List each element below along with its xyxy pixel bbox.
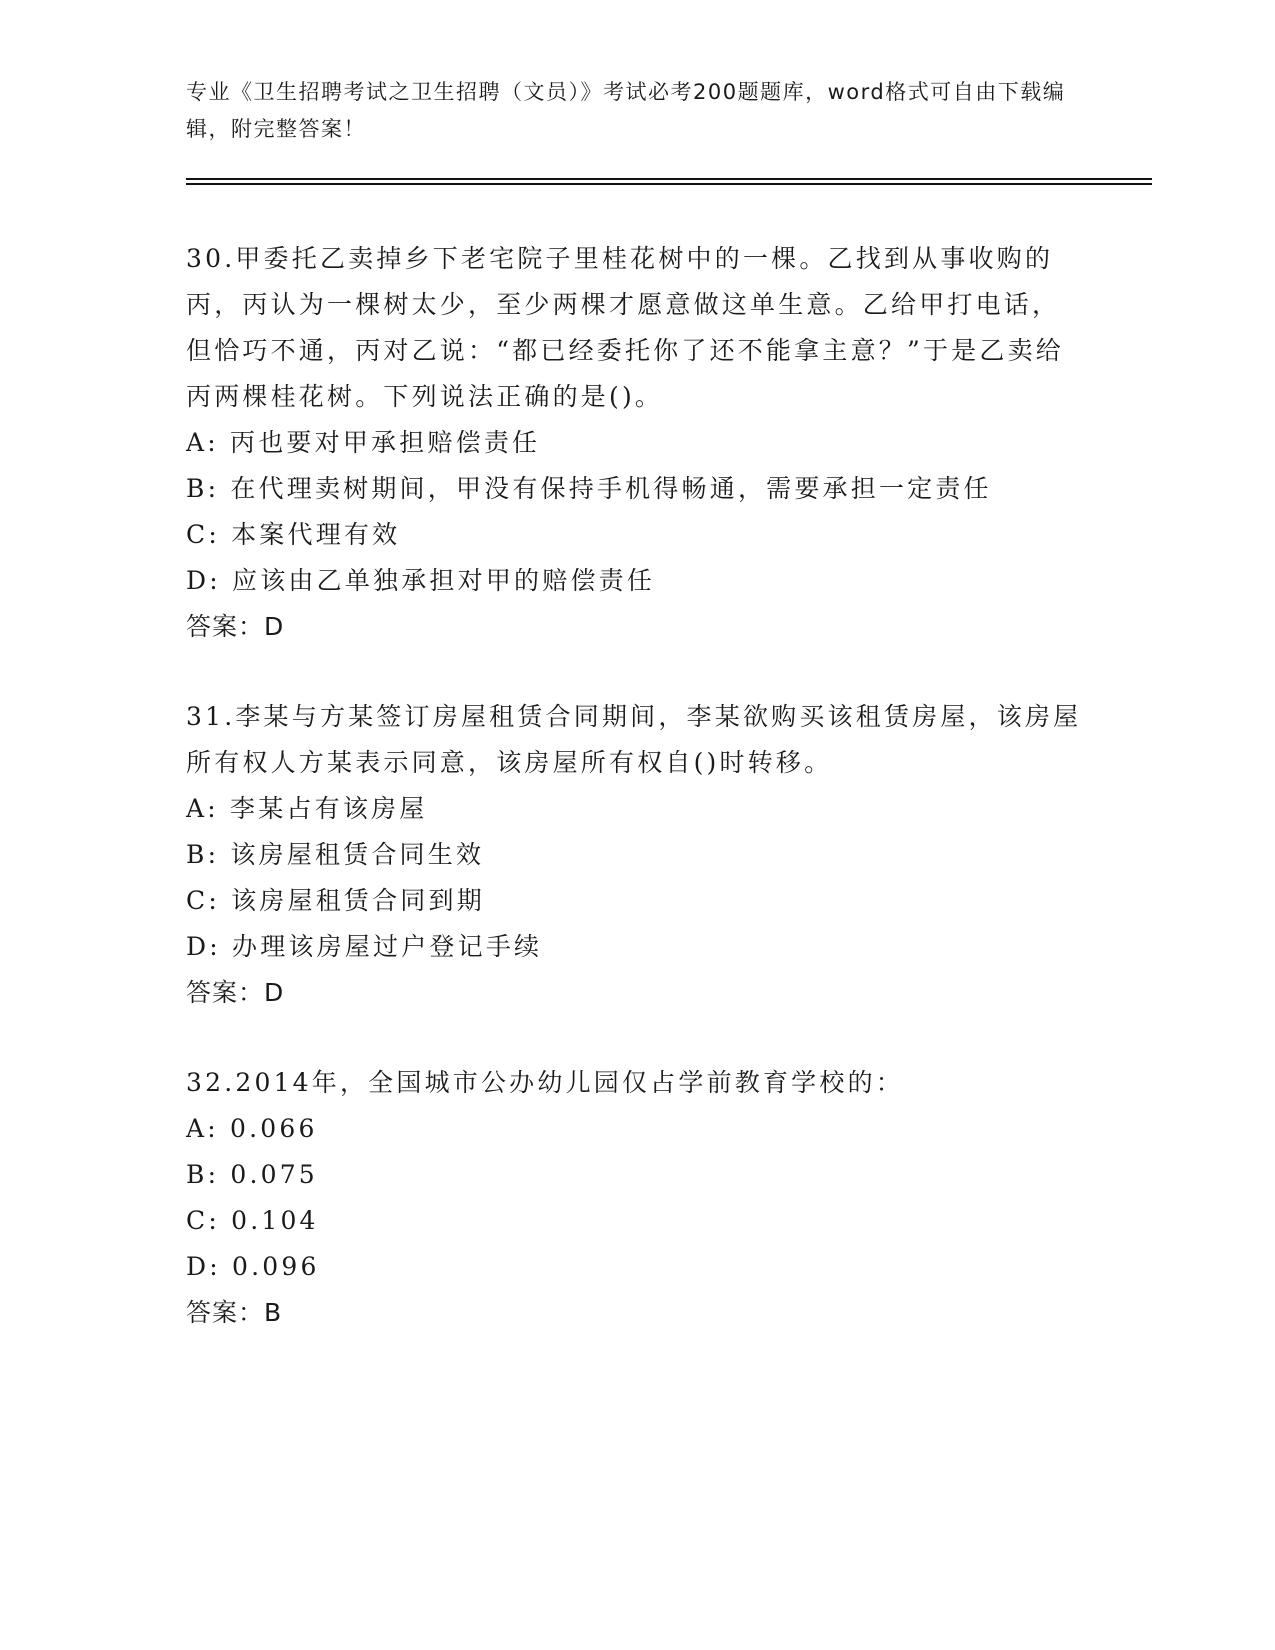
question-stem: 30.甲委托乙卖掉乡下老宅院子里桂花树中的一棵。乙找到从事收购的丙，丙认为一棵树太少，至少两棵才愿意做这单生意。乙给甲打电话，但恰巧不通，丙对乙说：“都已经委托你了还不能拿主意？”于是乙卖给丙两棵桂花树。下列说法正确的是()。 <box>186 244 1064 411</box>
answer-label: 答案：D <box>186 612 285 641</box>
option-a: A: 李某占有该房屋 <box>186 794 428 823</box>
option-b: B: 该房屋租赁合同生效 <box>186 840 485 869</box>
answer-label: 答案：B <box>186 1298 283 1327</box>
header-divider-top <box>186 178 1152 180</box>
option-d: D: 办理该房屋过户登记手续 <box>186 932 543 961</box>
option-c: C: 本案代理有效 <box>186 520 401 549</box>
option-c: C: 0.104 <box>186 1206 319 1235</box>
question-stem: 31.李某与方某签订房屋租赁合同期间，李某欲购买该租赁房屋，该房屋所有权人方某表示同意，该房屋所有权自()时转移。 <box>186 702 1082 777</box>
option-b: B: 0.075 <box>186 1160 318 1189</box>
option-a: A: 丙也要对甲承担赔偿责任 <box>186 428 541 457</box>
question-31 <box>186 694 1086 1016</box>
option-b: B: 在代理卖树期间，甲没有保持手机得畅通，需要承担一定责任 <box>186 474 992 503</box>
option-c: C: 该房屋租赁合同到期 <box>186 886 485 915</box>
option-d: D: 0.096 <box>186 1252 320 1281</box>
document-header: 专业《卫生招聘考试之卫生招聘（文员）》考试必考200题题库，word格式可自由下载编辑，附完整答案！ <box>186 80 1066 141</box>
option-d: D: 应该由乙单独承担对甲的赔偿责任 <box>186 566 656 595</box>
question-stem: 32.2014年，全国城市公办幼儿园仅占学前教育学校的： <box>186 1068 904 1097</box>
question-32 <box>186 1060 1086 1336</box>
question-30 <box>186 236 1086 650</box>
option-a: A: 0.066 <box>186 1114 318 1143</box>
answer-label: 答案：D <box>186 978 285 1007</box>
header-divider-bottom <box>186 183 1152 185</box>
